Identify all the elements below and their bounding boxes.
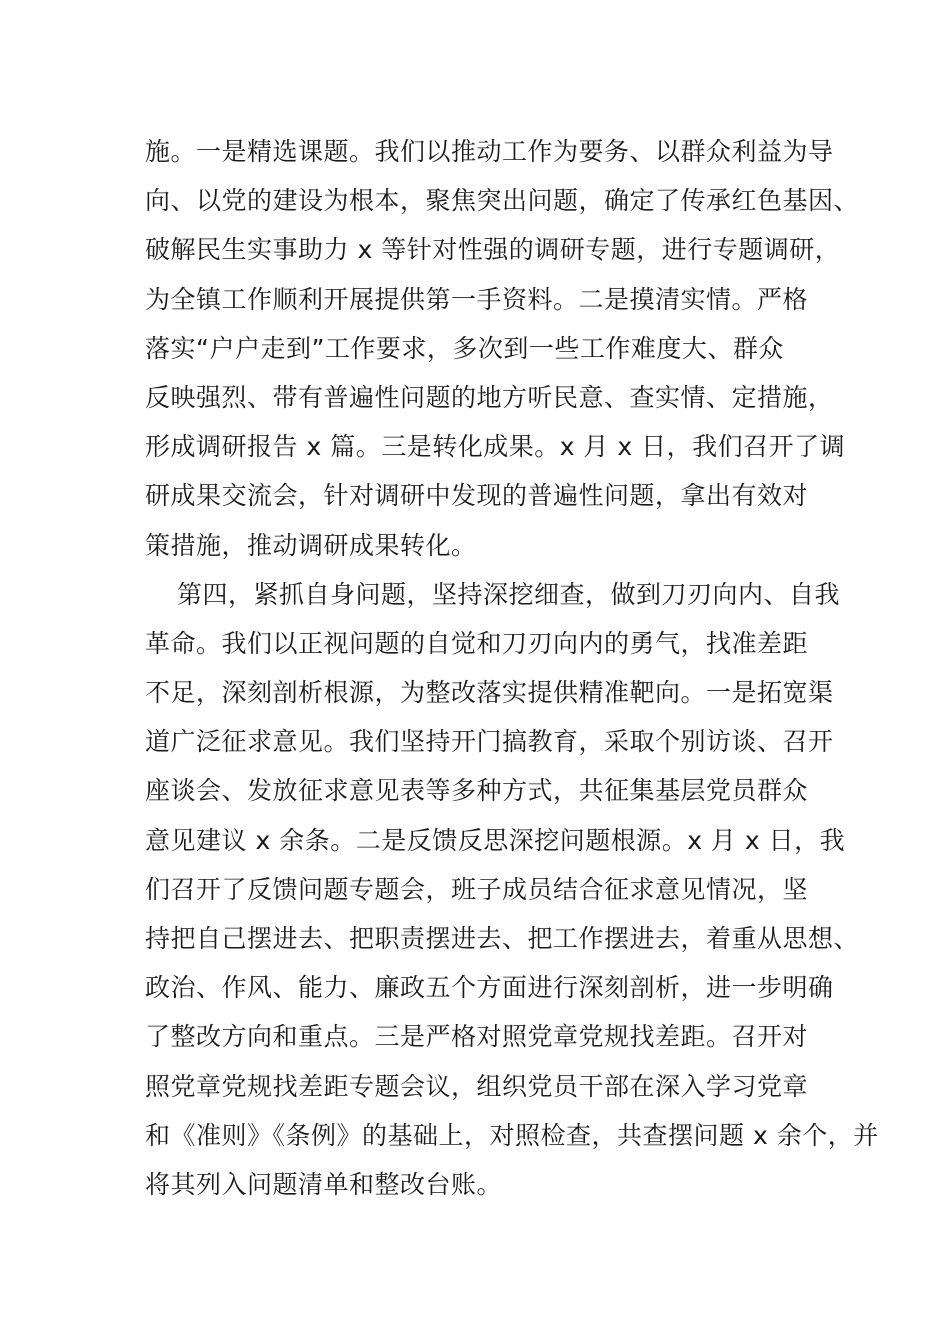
text-line: 为全镇工作顺利开展提供第一手资料。二是摸清实情。严格 <box>145 284 809 314</box>
text-line: 策措施，推动调研成果转化。 <box>145 530 477 560</box>
text-line: 照党章党规找差距专题会议，组织党员干部在深入学习党章 <box>145 1071 809 1101</box>
text-line: 座谈会、发放征求意见表等多种方式，共征集基层党员群众 <box>145 776 809 806</box>
text-line: 将其列入问题清单和整改台账。 <box>145 1169 503 1199</box>
text-line: 道广泛征求意见。我们坚持开门搞教育，采取个别访谈、召开 <box>145 727 834 757</box>
text-line: 施。一是精选课题。我们以推动工作为要务、以群众利益为导 <box>145 137 834 166</box>
text-line: 政治、作风、能力、廉政五个方面进行深刻剖析，进一步明确 <box>145 973 834 1003</box>
text-line: 持把自己摆进去、把职责摆进去、把工作摆进去，着重从思想、 <box>145 924 860 953</box>
document-body <box>145 127 879 1209</box>
paragraph-research <box>145 127 860 570</box>
text-line: 向、以党的建设为根本，聚焦突出问题，确定了传承红色基因、 <box>145 186 860 216</box>
text-line: 意见建议 x 余条。二是反馈反思深挖问题根源。x 月 x 日，我 <box>145 825 846 855</box>
text-line: 了整改方向和重点。三是严格对照党章党规找差距。召开对 <box>145 1022 809 1052</box>
text-line: 和《准则》《条例》的基础上，对照检查，共查摆问题 x 余个，并 <box>145 1120 879 1150</box>
text-line: 形成调研报告 x 篇。三是转化成果。x 月 x 日，我们召开了调 <box>145 432 846 462</box>
paragraph-self-inspection <box>145 570 879 1209</box>
text-line: 不足，深刻剖析根源，为整改落实提供精准靶向。一是拓宽渠 <box>145 678 834 708</box>
text-line: 破解民生实事助力 x 等针对性强的调研专题，进行专题调研， <box>145 235 841 265</box>
text-line: 第四，紧抓自身问题，坚持深挖细查，做到刀刃向内、自我 <box>177 579 841 609</box>
text-line: 们召开了反馈问题专题会，班子成员结合征求意见情况，坚 <box>145 874 809 904</box>
text-line: 落实“户户走到”工作要求，多次到一些工作难度大、群众 <box>145 333 784 363</box>
text-line: 革命。我们以正视问题的自觉和刀刃向内的勇气，找准差距 <box>145 628 809 658</box>
text-line: 研成果交流会，针对调研中发现的普遍性问题，拿出有效对 <box>145 481 809 511</box>
text-line: 反映强烈、带有普遍性问题的地方听民意、查实情、定措施， <box>145 382 834 412</box>
